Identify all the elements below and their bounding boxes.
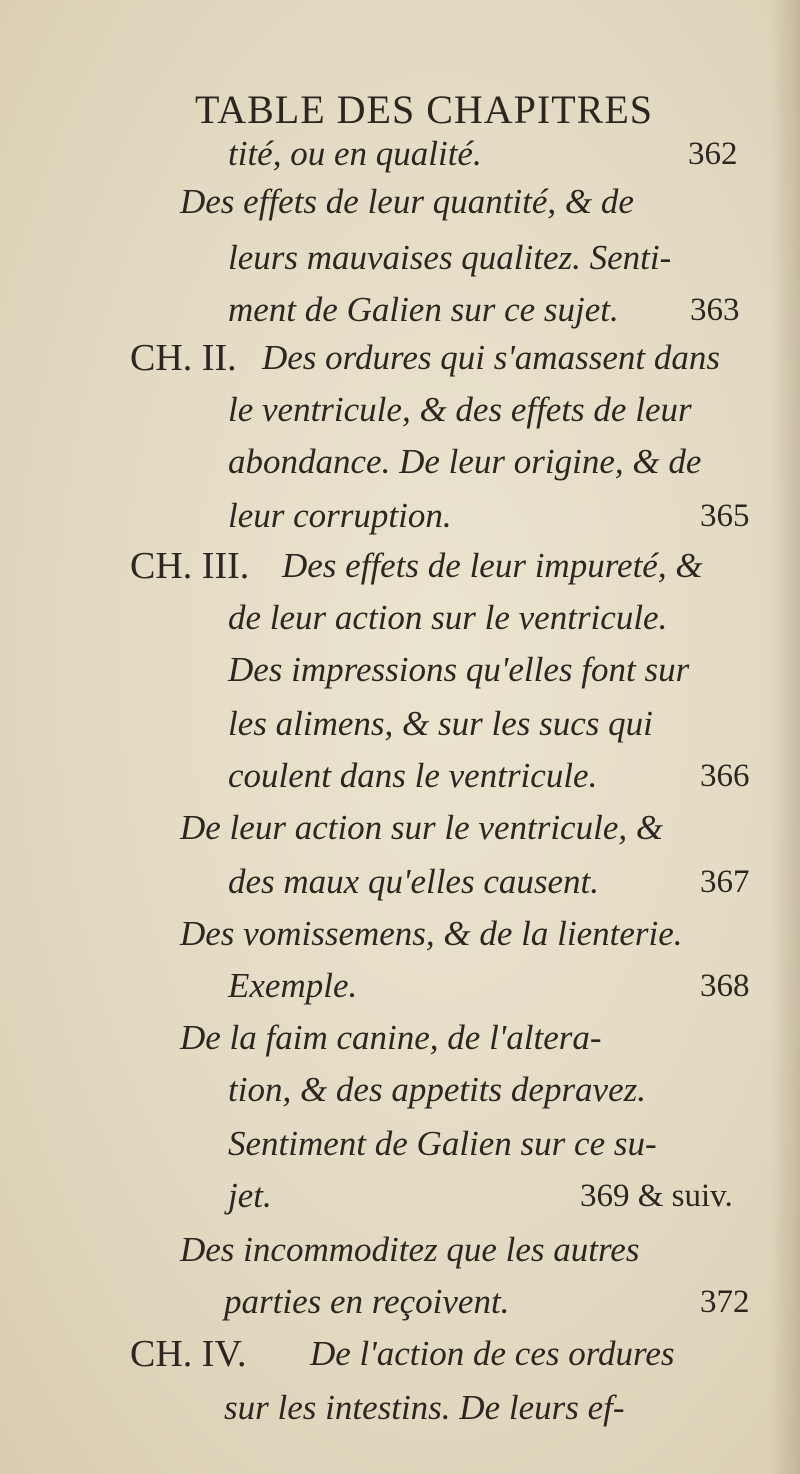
toc-line: Des effets de leur impureté, &	[282, 546, 703, 585]
page-header: TABLE DES CHAPITRES	[195, 87, 654, 132]
page-edge-shadow	[770, 0, 800, 1474]
chapter-label: CH. III.	[130, 545, 250, 587]
toc-line: les alimens, & sur les sucs qui	[228, 704, 653, 743]
page-number: 366	[700, 758, 750, 794]
toc-line: tité, ou en qualité.	[228, 134, 482, 173]
toc-line: sur les intestins. De leurs ef-	[224, 1388, 625, 1427]
page-number: 368	[700, 968, 750, 1004]
page-number: 363	[690, 292, 740, 328]
toc-line: leurs mauvaises qualitez. Senti-	[228, 238, 672, 277]
chapter-label: CH. IV.	[130, 1333, 247, 1375]
toc-line: le ventricule, & des effets de leur	[228, 390, 692, 429]
toc-line: Exemple.	[228, 966, 358, 1005]
toc-line: ment de Galien sur ce sujet.	[228, 290, 619, 329]
toc-line: Des effets de leur quantité, & de	[180, 182, 634, 221]
toc-line: Des ordures qui s'amassent dans	[262, 338, 720, 377]
toc-line: De leur action sur le ventricule, &	[180, 808, 664, 847]
page-number: 362	[688, 136, 738, 172]
page-number: 365	[700, 498, 750, 534]
page-number: 367	[700, 864, 750, 900]
toc-line: abondance. De leur origine, & de	[228, 442, 702, 481]
toc-line: De la faim canine, de l'altera-	[180, 1018, 602, 1057]
toc-line: de leur action sur le ventricule.	[228, 598, 668, 637]
toc-line: des maux qu'elles causent.	[228, 862, 600, 901]
toc-line: Des vomissemens, & de la lienterie.	[180, 914, 683, 953]
page-number: 372	[700, 1284, 750, 1320]
toc-line: Sentiment de Galien sur ce su-	[228, 1124, 657, 1163]
chapter-label: CH. II.	[130, 337, 237, 379]
toc-line: leur corruption.	[228, 496, 452, 535]
page-number: 369 & suiv.	[580, 1178, 733, 1214]
toc-line: coulent dans le ventricule.	[228, 756, 598, 795]
toc-line: tion, & des appetits depravez.	[228, 1070, 647, 1109]
toc-line: De l'action de ces ordures	[310, 1334, 675, 1373]
toc-line: Des impressions qu'elles font sur	[228, 650, 690, 689]
toc-line: Des incommoditez que les autres	[180, 1230, 640, 1269]
toc-line: parties en reçoivent.	[224, 1282, 510, 1321]
toc-line: jet.	[228, 1176, 272, 1215]
